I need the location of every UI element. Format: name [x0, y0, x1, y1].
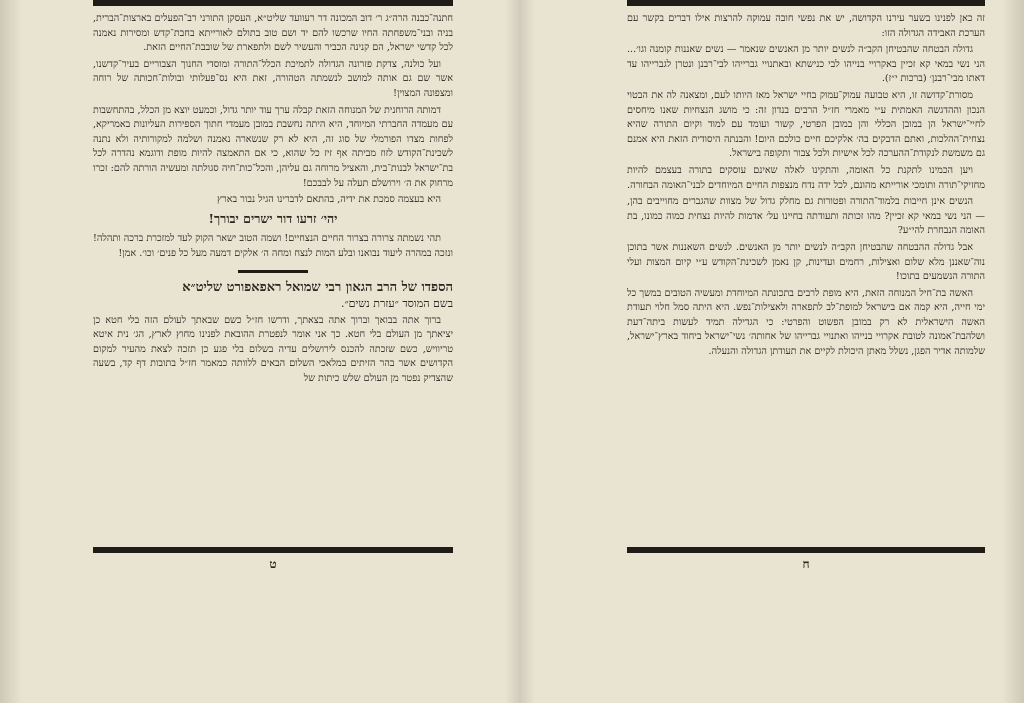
verse-line: יהי׳ זרעו דור ישרים יבורך! — [208, 210, 338, 226]
paper-edge-right — [1002, 0, 1024, 703]
right-paragraph-3: מסורת־קדושה זו, היא טבועה עמוק־עמוק בחיי ישראל מאז היותו לעם, ומצאנה לה את הבטוי הנכון וההדגשה האמתית ע״י מאמרי חז״ל הרבים בנדון זה: כי מושג הנצחיות שאנו מיחסים לחיי־ישראל הן במובן הכללי והן במובן הפרטי, קשור ועומד עם למוד וקיום התורה שהיא נצחית־ההלכות, ואתם הדבקים בה׳ אלקיכם חיים כולכם היום! והבנתה היסודית הזאת היא אמנם גם משמשת לנקודת־ההערכה לכל אישיות ולכל צבור ותקופה בישראל. — [627, 89, 985, 160]
right-paragraph-1: זה כאן לפנינו בשער עירנו הקדושה, יש את נפשי חובה עמוקה להרצות אילו דברים בקשר עם הערכת האבידה הגדולה הזו: — [627, 13, 985, 39]
closing-paragraph: תהי נשמתה צרורה בצרור החיים הנצחיים! ושמה הטוב ישאר הקוק לעד למזכרת ברכה ותהלה! ונזכה במהרה ליעוד נבואנו ובלע המות לנצח ומחה ה׳ אלקים דמעה מעל כל פנים׳ וכו׳. אמן! — [93, 233, 453, 259]
right-page-top-rule — [627, 0, 985, 6]
eulogy-heading: הספדו של הרב הגאון רבי שמואל ראפאפורט שליט״א — [182, 279, 453, 295]
left-page — [93, 0, 453, 585]
intro-paragraph-2: ועל כולנה, צדקת פזרונה הגדולה לתמיכת הכלל־התורה ומוסדי החנוך הצבוריים בעיר־קדשנו, אשר שם גם אותה למושב לנשמתה הטהורה, זאת היא נס־פעלותי ובולות־חכותה של רוחה ומצפונה המצוין! — [93, 58, 453, 99]
right-paragraph-2: גדולה הבטחה שהבטיחן הקב״ה לנשים יותר מן האנשים שנאמר — נשים שאננות קומנה וגו׳... הני נשי במאי קא זכיין באקרויי בנייהו לבי כנישתא ובאתנויי גברייהו לבי־רבנן ונטרן לגברייהו עד דאתו מבי־רבנן׳ (ברכות י״ז). — [627, 44, 985, 85]
book-gutter — [505, 0, 535, 703]
right-paragraph-5: הנשים אינן חייבות בלמוד־התורה ופטורות גם מחלק גדול של מצוות שהגברים מחוייבים בהן, — הני נשי במאי קא זכיין? מהו זכותה ותעודתה בחיינו על׳ אדמות להיות נצחית כמוה כמונו, בת האומה הנבחרת להי״ע? — [627, 196, 985, 237]
intro-paragraph-3: דמותה הרוחנית של המנוחה הזאת קבלה ערך עוד יותר גדול, וכמעט יוצא מן הכלל, בהתחשבות עם מעמדה החברתי המיוחד, היא היתה נחשבת במובן מעמדי חתוך הספירות העליונות באמריקא, לפחות מצדו הפורמלי של סוג זה, היא לא רק שנשארה נאמנה ושלמה למקורותיה ולא נתנה לשכינת־הקודש לזוז מביתה אף זיז כל שהוא, כי אם התאמצה להיות מופת ודוגמא נהדרה לכל בת־ישראל לבנות־בית, והאציל מרוחה גם עליהן, והכל־כות־חיה סגולתה ומעשיה הורתה להם: זכרו מרחוק את ה׳ וירושלם תעלה על לבבכם! — [93, 104, 453, 189]
intro-paragraph-4: היא בעצמה סמכת את ידיה, בהתאם לדברינו הגיל נבור בארץ — [217, 194, 441, 206]
left-page-top-rule — [93, 0, 453, 6]
left-page-text — [93, 12, 453, 389]
paper-edge-left — [0, 0, 22, 703]
right-page-text — [627, 12, 985, 362]
intro-paragraph-1: חתנה־כבנה הרה״ג ר׳ דוב המכונה דר רעוועד שליט״א, העסקן התורני רב־הפעלים בארצות־הברית, בניה ובני־משפחתה החיו שרכשו להם יד ושם טוב בתולם לאורייתא בחבת־קדש ומסירות נאמנה לכל קדשי ישראל, הם קנינה הכביר והעשיר לשם ולתפארת של שובבת־החיים הזאת. — [93, 13, 453, 54]
section-divider — [238, 270, 308, 273]
right-paragraph-4: ויען הכמינו לתקנת כל האומה, והתקינו לאלה שאינם עוסקים בתורה בעצמם להיות מחזיקי־תורה ותומכי אורייתא מהונם, לכל ידה נדח מנצפות החיים המיוחדים לבני־האומה הבחורה. — [627, 164, 985, 191]
left-page-bottom-rule — [93, 547, 453, 553]
right-page — [627, 0, 985, 585]
right-paragraph-6: אבל גדולה ההבטחה שהבטיחן הקב״ה לנשים יותר מן האנשים. לנשים השאננות אשר בתוכן נוה־שאננן מלא שלום ואצילות, רחמים ועדינות, קן נאמן לשכינת־הקודש ע״י קיום המצות ועלי התורה הנשמעים בתוכו! — [627, 241, 985, 283]
eulogy-subheading: בשם המוסד ״עזרת נשים״. — [340, 297, 453, 311]
page-number-right: ח — [802, 557, 810, 571]
right-page-bottom-rule — [627, 547, 985, 553]
eulogy-paragraph: ברוך אתה בבואך וברוך אתה בצאתך, ודרשו חז״ל כשם שבאתך לעולם הזה בלי חטא כן יציאתך מן העולם בלי חטא. כך אני אומר לנפטרת ההובאת לפנינו מחוץ לארץ, הג׳ נית איטא טריוויש, כשם שזכתה להכנס לירושלים עדיה בשלום בלי פגע כן תזכה לצאת מהעיר למקום הקדושים אשר בהר הזיתים במלאכי השלום הבאים ללוותה כמאמר חז״ל בתובות דף קד, בשעה שהצדיק נפטר מן העולם שלש כיתות של — [93, 314, 453, 385]
right-paragraph-7: האשה בת־חיל המנוחה הזאת, היא מופת לרבים בתכונתה המיוחדת ומעשיה הטובים במשך כל ימי חייה, היא קמה אם בישראל למופת־לב לתפארה ולאצילות־נפש. היא היתה סמל חלוי תעודת האשה הישראלית לא רק במובן הפשוט והפרטי: כי הגדילה תמיד לעשות ביתה־דעת ושלהבת־אמונה לטובת אקרויי בנייהו ואתנויי גברייהו של אחותה׳ נשי־ישראל ביחוד בארץ־ישראל, שלמותה אדיר הפגן, נשלל מאתן היכולת לקיים את תעודתן הגדולה והנעלה. — [627, 287, 985, 358]
page-number-left: ט — [269, 557, 277, 571]
